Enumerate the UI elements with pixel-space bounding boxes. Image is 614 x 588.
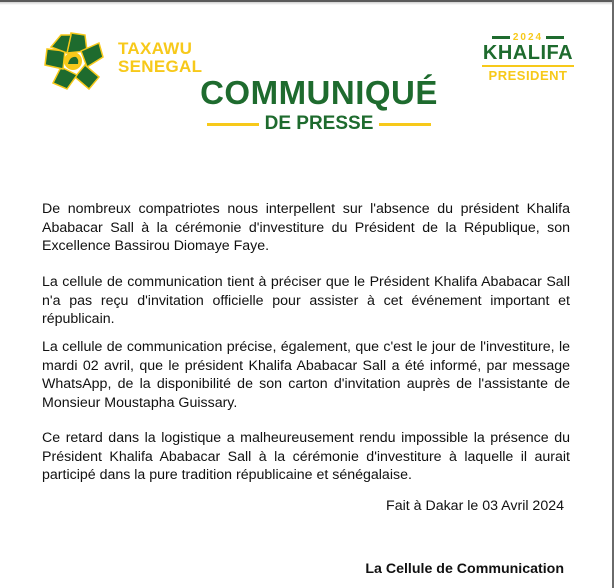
brand-line1: TAXAWU — [118, 39, 193, 58]
khalifa-president-logo — [478, 32, 578, 92]
candidate-role: PRESIDENT — [488, 68, 568, 83]
document-heading — [196, 76, 442, 134]
campaign-year: 2024 — [512, 32, 544, 43]
brand-name — [118, 40, 202, 76]
page-subtitle: DE PRESSE — [264, 113, 374, 134]
decor-line — [207, 123, 259, 126]
paragraph: Ce retard dans la logistique a malheureusement rendu impossible la présence du Président Khalifa Ababacar Sall à la cérémonie d'investiture à laquelle il aurait participé dans la pure tradition républicaine et sénégalaise. — [42, 430, 570, 484]
flower-emblem-icon — [42, 30, 104, 90]
candidate-name: KHALIFA — [482, 42, 574, 64]
signature: La Cellule de Communication — [365, 561, 564, 577]
decor-line — [492, 36, 510, 39]
date-line: Fait à Dakar le 03 Avril 2024 — [386, 498, 564, 514]
paragraph: La cellule de communication précise, également, que c'est le jour de l'investiture, le mardi 02 avril, que le président Khalifa Ababacar Sall a été informé, par message WhatsApp, de la disponibilité de son carton d'invitation auprès de l'assistante de Monsieur Moustapha Guissary. — [42, 339, 570, 411]
divider — [482, 65, 574, 67]
taxawu-senegal-logo — [42, 30, 212, 90]
page-title: COMMUNIQUÉ — [200, 74, 438, 111]
paragraph: La cellule de communication tient à préciser que le Président Khalifa Ababacar Sall n'a pas reçu d'invitation officielle pour assister à cet événement important et républicain. — [42, 274, 570, 328]
paragraph: De nombreux compatriotes nous interpellent sur l'absence du président Khalifa Ababacar Sall à la cérémonie d'investiture du Président de la République, son Excellence Bassirou Diomaye Faye. — [42, 201, 570, 255]
decor-line — [546, 36, 564, 39]
decor-line — [379, 123, 431, 126]
subtitle-row — [196, 114, 442, 134]
brand-line2: SENEGAL — [118, 57, 203, 76]
top-shadow — [0, 2, 614, 5]
